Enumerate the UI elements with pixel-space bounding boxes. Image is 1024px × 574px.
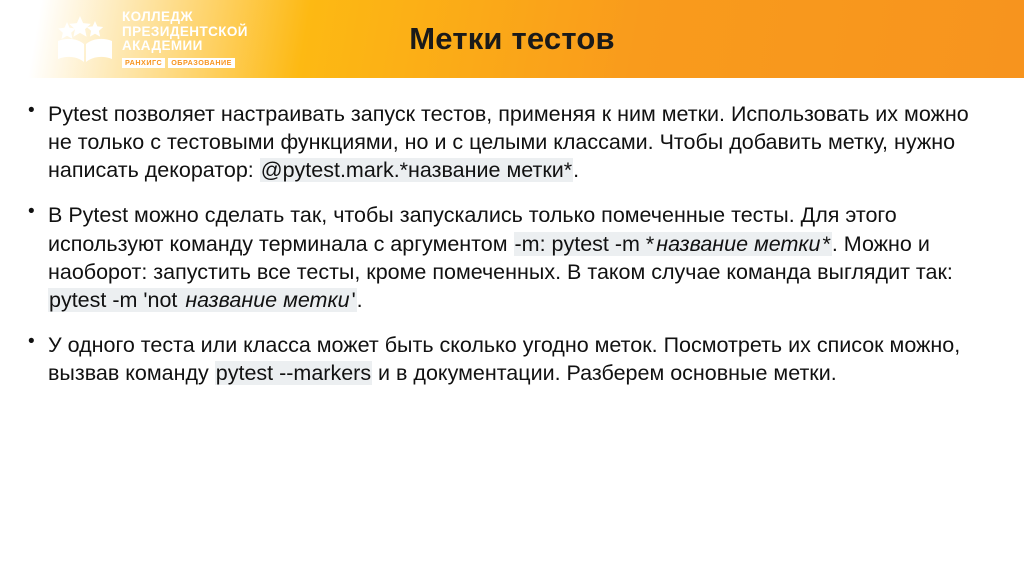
text-run: В Pytest можно сделать так, чтобы запускались только помеченные тесты. Для этого используют команду терминала с аргументом bbox=[48, 203, 897, 256]
text-run: pytest --markers bbox=[215, 361, 372, 386]
text-run: название метки bbox=[185, 287, 350, 312]
text-run: . bbox=[356, 287, 363, 312]
text-run: У одного теста или класса может быть сколько угодно меток. Посмотреть их список можно, вызвав команду bbox=[48, 333, 961, 386]
bullet-list bbox=[18, 100, 998, 387]
text-run: @pytest.mark.*название метки* bbox=[260, 158, 573, 183]
text-run: и в документации. Разберем основные метки. bbox=[372, 361, 837, 386]
logo-sub-ranhigs: РАНХИГС bbox=[122, 58, 165, 68]
slide-header bbox=[0, 0, 1024, 78]
list-item bbox=[18, 201, 998, 314]
text-run: * bbox=[822, 231, 831, 256]
logo-subline bbox=[122, 58, 248, 68]
logo-line-2: ПРЕЗИДЕНТСКОЙ bbox=[122, 23, 248, 39]
text-run: . Можно и наоборот: запустить все тесты, кроме помеченных. В таком случае команда выглядит так: bbox=[48, 231, 953, 284]
logo-line-3: АКАДЕМИИ bbox=[122, 38, 203, 54]
text-run: . bbox=[573, 158, 580, 183]
text-run: -m: pytest -m * bbox=[514, 231, 655, 256]
text-run: название метки bbox=[656, 231, 821, 256]
text-run: pytest -m 'not bbox=[49, 287, 184, 312]
page-title: Метки тестов bbox=[409, 21, 615, 56]
logo-line-1: КОЛЛЕДЖ bbox=[122, 9, 193, 25]
text-run: Pytest позволяет настраивать запуск тестов, применяя к ним метки. Использовать их можно не только с тестовыми функциями, но и с целыми классами. Чтобы добавить метку, нужно написать декоратор: bbox=[48, 102, 969, 183]
slide-content bbox=[0, 78, 1024, 387]
list-item bbox=[18, 100, 998, 184]
text-run: ' bbox=[351, 287, 356, 312]
list-item bbox=[18, 331, 998, 387]
logo-sub-education: ОБРАЗОВАНИЕ bbox=[168, 58, 235, 68]
